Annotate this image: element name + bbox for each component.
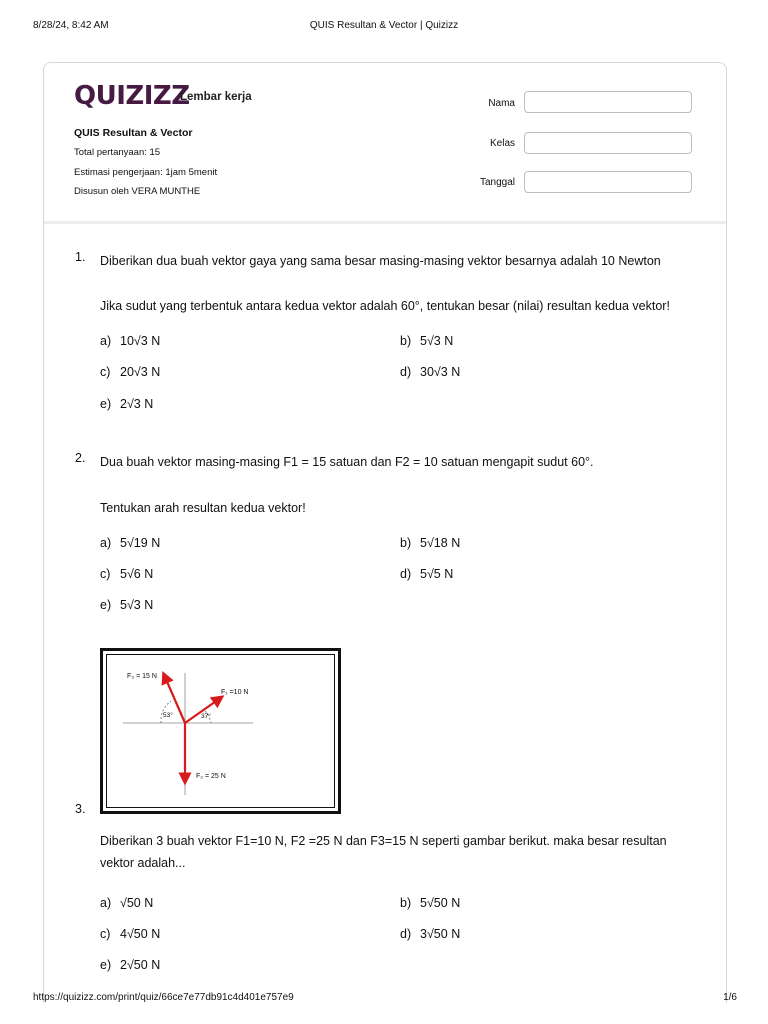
print-title: QUIS Resultan & Vector | Quizizz [309,20,459,31]
vector-figure [100,648,341,814]
print-url: https://quizizz.com/print/quiz/66ce7e77db91c4d401e757e9 [33,992,294,1003]
option[interactable]: e) 5√3 N [100,598,154,612]
kelas-field[interactable] [524,132,692,154]
print-header [0,0,768,40]
nama-label: Nama [488,98,515,109]
question-number: 1. [75,250,86,264]
f3-label: F₃ = 15 N [127,673,157,680]
worksheet-header [44,63,726,224]
option[interactable]: c) 20√3 N [100,365,161,379]
question-text: Jika sudut yang terbentuk antara kedua vektor adalah 60°, tentukan besar (nilai) resultan kedua vektor! [100,299,670,313]
vector-diagram [107,655,334,807]
question-text: Dua buah vektor masing-masing F1 = 15 satuan dan F2 = 10 satuan mengapit sudut 60°. [100,455,594,469]
kelas-label: Kelas [489,138,515,149]
question-text: Diberikan dua buah vektor gaya yang sama besar masing-masing vektor besarnya adalah 10 Newton [100,254,661,268]
nama-field[interactable] [524,91,692,113]
estimated-time: Estimasi pengerjaan: 1jam 5menit [74,167,218,178]
option[interactable]: c) 4√50 N [100,927,161,941]
option[interactable]: e) 2√3 N [100,397,154,411]
question-number: 2. [75,451,86,465]
option[interactable]: d) 3√50 N [400,927,461,941]
question-text: Tentukan arah resultan kedua vektor! [100,501,306,515]
option[interactable]: a) 10√3 N [100,334,161,348]
option[interactable]: b) 5√3 N [400,334,454,348]
print-date: 8/28/24, 8:42 AM [33,20,109,31]
quiz-title: QUIS Resultan & Vector [74,127,193,139]
page-number: 1/6 [723,992,737,1003]
option[interactable]: b) 5√18 N [400,536,461,550]
angle-right-label: 37° [201,713,211,720]
option[interactable]: a) √50 N [100,896,154,910]
author: Disusun oleh VERA MUNTHE [74,186,201,197]
option[interactable]: e) 2√50 N [100,958,161,972]
question-number: 3. [75,802,86,816]
angle-left-label: 53° [163,712,173,719]
option[interactable]: d) 30√3 N [400,365,461,379]
tanggal-field[interactable] [524,171,692,193]
f1-label: F₁ =10 N [221,689,249,696]
worksheet-subtitle: Lembar kerja [180,91,252,103]
question-text: Diberikan 3 buah vektor F1=10 N, F2 =25 N dan F3=15 N seperti gambar berikut. maka besar resultan vektor adalah... [100,834,667,870]
option[interactable]: a) 5√19 N [100,536,161,550]
f2-label: F₂ = 25 N [196,773,226,780]
option[interactable]: c) 5√6 N [100,567,154,581]
option[interactable]: b) 5√50 N [400,896,461,910]
tanggal-label: Tanggal [479,177,515,188]
total-questions: Total pertanyaan: 15 [74,147,161,158]
option[interactable]: d) 5√5 N [400,567,454,581]
quizizz-logo: QUIZIZZ [74,81,190,111]
